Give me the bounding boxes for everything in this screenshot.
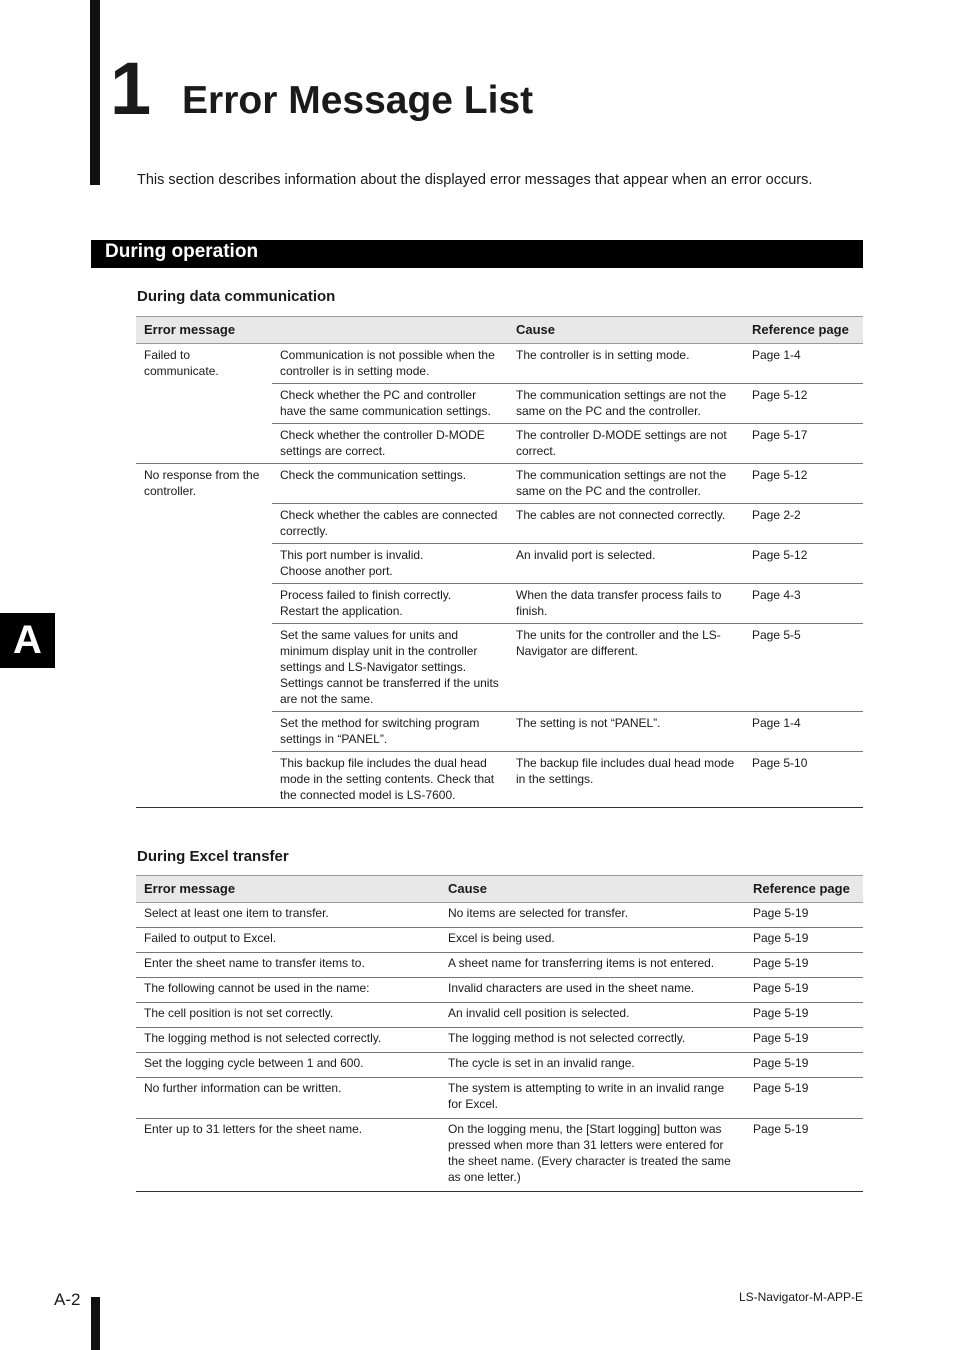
- data-communication-heading: During data communication: [137, 288, 336, 305]
- cause-cell: No items are selected for transfer.: [440, 903, 745, 928]
- error-message-cell: The logging method is not selected correctly.: [136, 1028, 440, 1053]
- table-row: [136, 1028, 863, 1053]
- cause-cell: The controller D-MODE settings are not correct.: [508, 424, 744, 464]
- cause-cell: An invalid cell position is selected.: [440, 1003, 745, 1028]
- detail-cell: Process failed to finish correctly. Restart the application.: [272, 584, 508, 624]
- reference-page-cell: Page 1-4: [744, 712, 863, 752]
- intro-text: This section describes information about the displayed error messages that appear when an error occurs.: [137, 172, 813, 188]
- table-row: [136, 903, 863, 928]
- cause-cell: The cables are not connected correctly.: [508, 504, 744, 544]
- cause-cell: When the data transfer process fails to finish.: [508, 584, 744, 624]
- table-row: [136, 1053, 863, 1078]
- cause-cell: The controller is in setting mode.: [508, 344, 744, 384]
- cause-cell: The setting is not “PANEL”.: [508, 712, 744, 752]
- chapter-title: Error Message List: [182, 79, 534, 122]
- chapter-rule: [90, 0, 100, 185]
- detail-cell: Check whether the controller D-MODE settings are correct.: [272, 424, 508, 464]
- section-banner: [91, 240, 863, 268]
- error-message-cell: Enter up to 31 letters for the sheet name.: [136, 1119, 440, 1192]
- reference-page-cell: Page 5-19: [745, 1028, 863, 1053]
- table-header-row: [136, 876, 863, 903]
- reference-page-cell: Page 5-12: [744, 544, 863, 584]
- reference-page-cell: Page 1-4: [744, 344, 863, 384]
- error-message-cell: Failed to communicate.: [136, 344, 272, 464]
- reference-page-cell: Page 5-19: [745, 1003, 863, 1028]
- table-header-row: [136, 317, 863, 344]
- cause-cell: A sheet name for transferring items is not entered.: [440, 953, 745, 978]
- reference-page-cell: Page 5-12: [744, 384, 863, 424]
- reference-page-cell: Page 5-19: [745, 1053, 863, 1078]
- table-row: [136, 978, 863, 1003]
- reference-page-cell: Page 5-19: [745, 1078, 863, 1119]
- reference-page-cell: Page 5-12: [744, 464, 863, 504]
- error-message-cell: Enter the sheet name to transfer items to.: [136, 953, 440, 978]
- error-message-cell: Set the logging cycle between 1 and 600.: [136, 1053, 440, 1078]
- header-cause: Cause: [508, 317, 744, 344]
- document-code: LS-Navigator-M-APP-E: [738, 1290, 863, 1304]
- table-row: [136, 1003, 863, 1028]
- reference-page-cell: Page 5-19: [745, 928, 863, 953]
- table-row: [136, 953, 863, 978]
- excel-transfer-table: [136, 875, 863, 1192]
- detail-cell: This backup file includes the dual head mode in the setting contents. Check that the connected model is LS-7600.: [272, 752, 508, 808]
- appendix-tab: A: [0, 613, 55, 668]
- error-message-cell: Select at least one item to transfer.: [136, 903, 440, 928]
- cause-cell: Invalid characters are used in the sheet name.: [440, 978, 745, 1003]
- header-error-message: Error message: [136, 876, 440, 903]
- table-row: [136, 1078, 863, 1119]
- error-message-cell: No response from the controller.: [136, 464, 272, 808]
- table-row: [136, 928, 863, 953]
- error-message-cell: The following cannot be used in the name:: [136, 978, 440, 1003]
- error-message-cell: No further information can be written.: [136, 1078, 440, 1119]
- detail-cell: Check whether the PC and controller have the same communication settings.: [272, 384, 508, 424]
- footer-rule: [91, 1297, 100, 1350]
- table-row: [136, 1119, 863, 1192]
- error-message-cell: The cell position is not set correctly.: [136, 1003, 440, 1028]
- cause-cell: The communication settings are not the same on the PC and the controller.: [508, 464, 744, 504]
- cause-cell: Excel is being used.: [440, 928, 745, 953]
- reference-page-cell: Page 5-19: [745, 903, 863, 928]
- cause-cell: An invalid port is selected.: [508, 544, 744, 584]
- header-reference-page: Reference page: [744, 317, 863, 344]
- table-row: [136, 464, 863, 504]
- cause-cell: The system is attempting to write in an invalid range for Excel.: [440, 1078, 745, 1119]
- reference-page-cell: Page 5-10: [744, 752, 863, 808]
- detail-cell: Set the same values for units and minimum display unit in the controller settings and LS-Navigator settings. Settings cannot be transferred if the units are not the same.: [272, 624, 508, 712]
- excel-transfer-heading: During Excel transfer: [137, 848, 289, 865]
- cause-cell: The units for the controller and the LS-Navigator are different.: [508, 624, 744, 712]
- chapter-number: 1: [110, 47, 152, 130]
- page-number: A-2: [54, 1290, 81, 1309]
- detail-cell: This port number is invalid. Choose another port.: [272, 544, 508, 584]
- error-message-cell: Failed to output to Excel.: [136, 928, 440, 953]
- data-communication-table: [136, 316, 863, 808]
- reference-page-cell: Page 5-17: [744, 424, 863, 464]
- reference-page-cell: Page 4-3: [744, 584, 863, 624]
- header-error-message: Error message: [136, 317, 508, 344]
- cause-cell: The communication settings are not the same on the PC and the controller.: [508, 384, 744, 424]
- header-reference-page: Reference page: [745, 876, 863, 903]
- detail-cell: Check whether the cables are connected correctly.: [272, 504, 508, 544]
- reference-page-cell: Page 5-19: [745, 978, 863, 1003]
- table-row: [136, 344, 863, 384]
- detail-cell: Communication is not possible when the controller is in setting mode.: [272, 344, 508, 384]
- reference-page-cell: Page 2-2: [744, 504, 863, 544]
- cause-cell: The backup file includes dual head mode in the settings.: [508, 752, 744, 808]
- reference-page-cell: Page 5-19: [745, 953, 863, 978]
- reference-page-cell: Page 5-19: [745, 1119, 863, 1192]
- detail-cell: Check the communication settings.: [272, 464, 508, 504]
- section-title: During operation: [105, 241, 259, 262]
- cause-cell: The logging method is not selected correctly.: [440, 1028, 745, 1053]
- reference-page-cell: Page 5-5: [744, 624, 863, 712]
- cause-cell: The cycle is set in an invalid range.: [440, 1053, 745, 1078]
- header-cause: Cause: [440, 876, 745, 903]
- cause-cell: On the logging menu, the [Start logging] button was pressed when more than 31 letters were entered for the sheet name. (Every character is treated the same as one letter.): [440, 1119, 745, 1192]
- detail-cell: Set the method for switching program settings in “PANEL”.: [272, 712, 508, 752]
